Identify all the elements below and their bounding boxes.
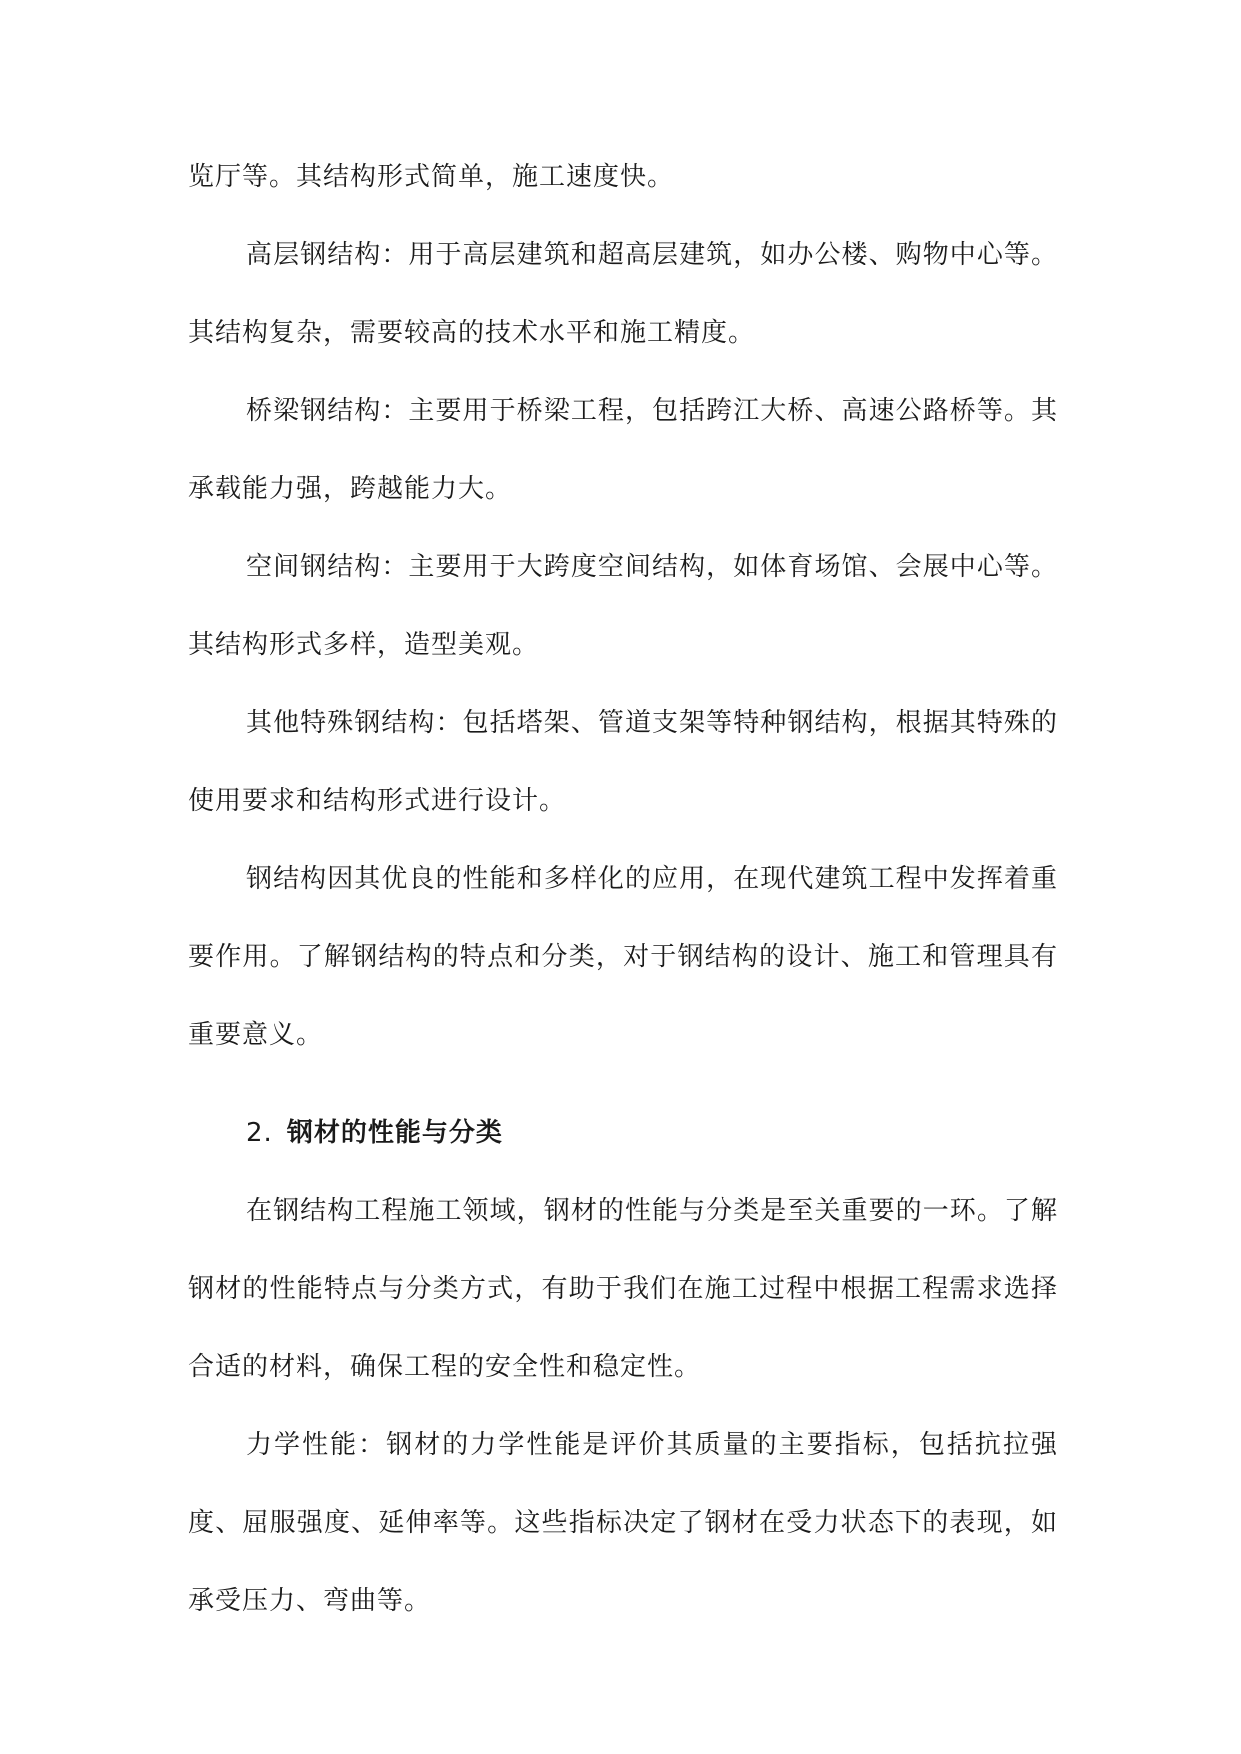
paragraph-spatial-steel: 空间钢结构：主要用于大跨度空间结构，如体育场馆、会展中心等。其结构形式多样，造型美观。 [188,552,1058,660]
paragraph-continuation: 览厅等。其结构形式简单，施工速度快。 [188,162,675,192]
document-page [188,138,1058,1640]
section-heading [188,1074,1058,1172]
paragraph-summary: 钢结构因其优良的性能和多样化的应用，在现代建筑工程中发挥着重要作用。了解钢结构的特点和分类，对于钢结构的设计、施工和管理具有重要意义。 [188,864,1058,1050]
paragraph-steel-intro: 在钢结构工程施工领域，钢材的性能与分类是至关重要的一环。了解钢材的性能特点与分类方式，有助于我们在施工过程中根据工程需求选择合适的材料，确保工程的安全性和稳定性。 [188,1196,1058,1382]
paragraph-mechanical-properties: 力学性能：钢材的力学性能是评价其质量的主要指标，包括抗拉强度、屈服强度、延伸率等。这些指标决定了钢材在受力状态下的表现，如承受压力、弯曲等。 [188,1430,1058,1616]
paragraph-bridge-steel: 桥梁钢结构：主要用于桥梁工程，包括跨江大桥、高速公路桥等。其承载能力强，跨越能力大。 [188,396,1058,504]
section-title: 钢材的性能与分类 [286,1118,503,1148]
section-number: 2. [246,1118,273,1148]
paragraph-special-steel: 其他特殊钢结构：包括塔架、管道支架等特种钢结构，根据其特殊的使用要求和结构形式进行设计。 [188,708,1058,816]
paragraph-high-rise-steel: 高层钢结构：用于高层建筑和超高层建筑，如办公楼、购物中心等。其结构复杂，需要较高的技术水平和施工精度。 [188,240,1058,348]
